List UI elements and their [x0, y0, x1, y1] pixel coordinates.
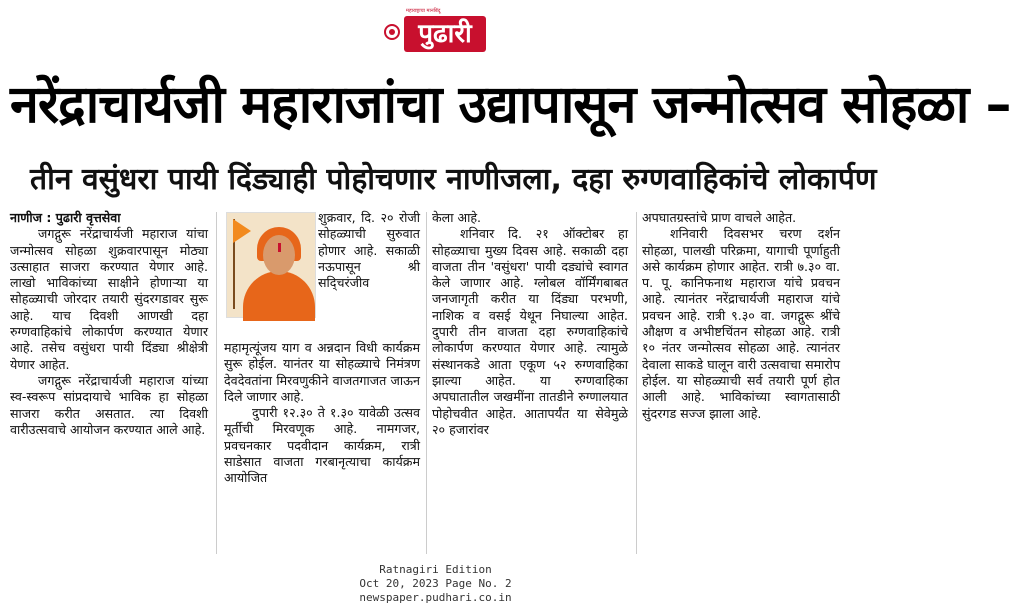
article-column-2 — [224, 340, 420, 487]
seal-icon — [384, 24, 400, 40]
paragraph: जगद्गुरू नरेंद्राचार्यजी महाराज यांच्या स्व-स्वरूप सांप्रदायाचे भाविक हा सोहळा साजरा करीत असतात. त्या दिवशी वारीउत्सवाचे आयोजन करण्यात आले आहे. — [10, 372, 208, 437]
masthead-logo — [380, 6, 490, 54]
photo-side-text — [318, 210, 420, 291]
edition-date-page: Oct 20, 2023 Page No. 2 — [359, 577, 512, 590]
paragraph: शुक्रवार, दि. २० रोजी सोहळ्याची सुरुवात होणार आहे. सकाळी नऊपासून श्री सद्‍चिरंजीव — [318, 210, 420, 291]
paragraph: जगद्गुरू नरेंद्राचार्यजी महाराज यांचा जन्मोत्सव सोहळा शुक्रवारपासून मोठ्या उत्साहात साजरा करण्यात येणार आहे. लाखो भाविकांच्या साक्षीने होणाऱ्या या सोहळ्याची जोरदार तयारी सुंदरगडावर सुरू आहे. याच दिवशी आणखी दहा रुग्णवाहिकांचे लोकार्पण करण्यात येणार आहे. तसेच वसुंधरा पायी दिंड्या श्रीक्षेत्री येणार आहेत. — [10, 226, 208, 372]
tilak-mark — [278, 243, 281, 252]
edition-footer — [0, 563, 871, 605]
masthead-tagline: महाराष्ट्राचा मानबिंदू — [406, 8, 441, 14]
paragraph: दुपारी १२.३० ते १.३० यावेळी उत्सव मूर्तीची मिरवणूक आहे. नामगजर, प्रवचनकार पदवीदान कार्यक्रम, रात्री साडेसात वाजता गरबानृत्याचा कार्यक्रम आयोजित — [224, 405, 420, 486]
saint-portrait-photo — [226, 212, 316, 318]
article-subheadline: तीन वसुंधरा पायी दिंड्याही पोहोचणार नाणीजला, दहा रुग्णवाहिकांचे लोकार्पण — [30, 162, 877, 197]
paragraph: केला आहे. — [432, 210, 482, 225]
column-divider — [216, 212, 217, 554]
edition-url: newspaper.pudhari.co.in — [359, 591, 512, 604]
robe — [243, 271, 315, 321]
article-headline: नरेंद्राचार्यजी महाराजांचा उद्यापासून जन्मोत्सव सोहळा – — [10, 75, 1010, 135]
face — [263, 235, 295, 275]
byline: नाणीज : पुढारी वृत्तसेवा — [10, 210, 121, 225]
masthead-name: पुढारी — [404, 16, 486, 52]
column-divider — [426, 212, 427, 554]
article-column-4 — [642, 210, 840, 422]
paragraph: अपघातग्रस्तांचे प्राण वाचले आहेत. — [642, 210, 797, 225]
article-column-3 — [432, 210, 628, 438]
edition-name: Ratnagiri Edition — [379, 563, 492, 576]
paragraph: शनिवार दि. २१ ऑक्टोबर हा सोहळ्याचा मुख्य दिवस आहे. सकाळी दहा वाजता तीन 'वसुंधरा' पायी दड्यांचे स्वागत केले जाणार आहे. ग्लोबल वॉर्मिंगबाबत जनजागृती करीत या दिंड्या परभणी, नाशिक व वसई येथून निघाल्या आहेत. दुपारी तीन वाजता दहा रुग्णवाहिकांचे लोकार्पण करण्यात येणार आहे. त्यामुळे संस्थानकडे आता एकूण ५२ रुग्णवाहिका झाल्या आहेत. या रुग्णवाहिका अपघातातील जखमींना तातडीने रुग्णालयात पोहोचवीत आहेत. आतापर्यंत या सेवेमुळे २० हजारांवर — [432, 226, 628, 437]
paragraph: महामृत्यूंजय याग व अन्नदान विधी कार्यक्रम सुरू होईल. यानंतर या सोहळ्याचे निमंत्रण देवदेवतांना मिरवणुकीने वाजतगाजत जाऊन दिले जाणार आहे. — [224, 340, 420, 404]
paragraph: शनिवारी दिवसभर चरण दर्शन सोहळा, पालखी परिक्रमा, यागाची पूर्णाहुती असे कार्यक्रम होणार आहेत. रात्री ७.३० वा. प. पू. कानिफनाथ महाराज यांचे प्रवचन आहे. त्यानंतर नरेंद्राचार्यजी महाराज यांचे प्रवचन आहे. रात्री ९.३० वा. जगद्गुरू श्रींचे औक्षण व अभीष्टचिंतन सोहळा आहे. रात्री १० नंतर जन्मोत्सव सोहळा आहे. त्यानंतर देवाला साकडे घालून वारी उत्सवाचा समारोप होईल. या सोहळ्याची सर्व तयारी पूर्ण होत आली आहे. भाविकांच्या स्वागतासाठी सुंदरगड सज्ज झाला आहे. — [642, 226, 840, 421]
column-divider — [636, 212, 637, 554]
flag-icon — [233, 219, 251, 259]
article-column-1 — [10, 210, 208, 438]
